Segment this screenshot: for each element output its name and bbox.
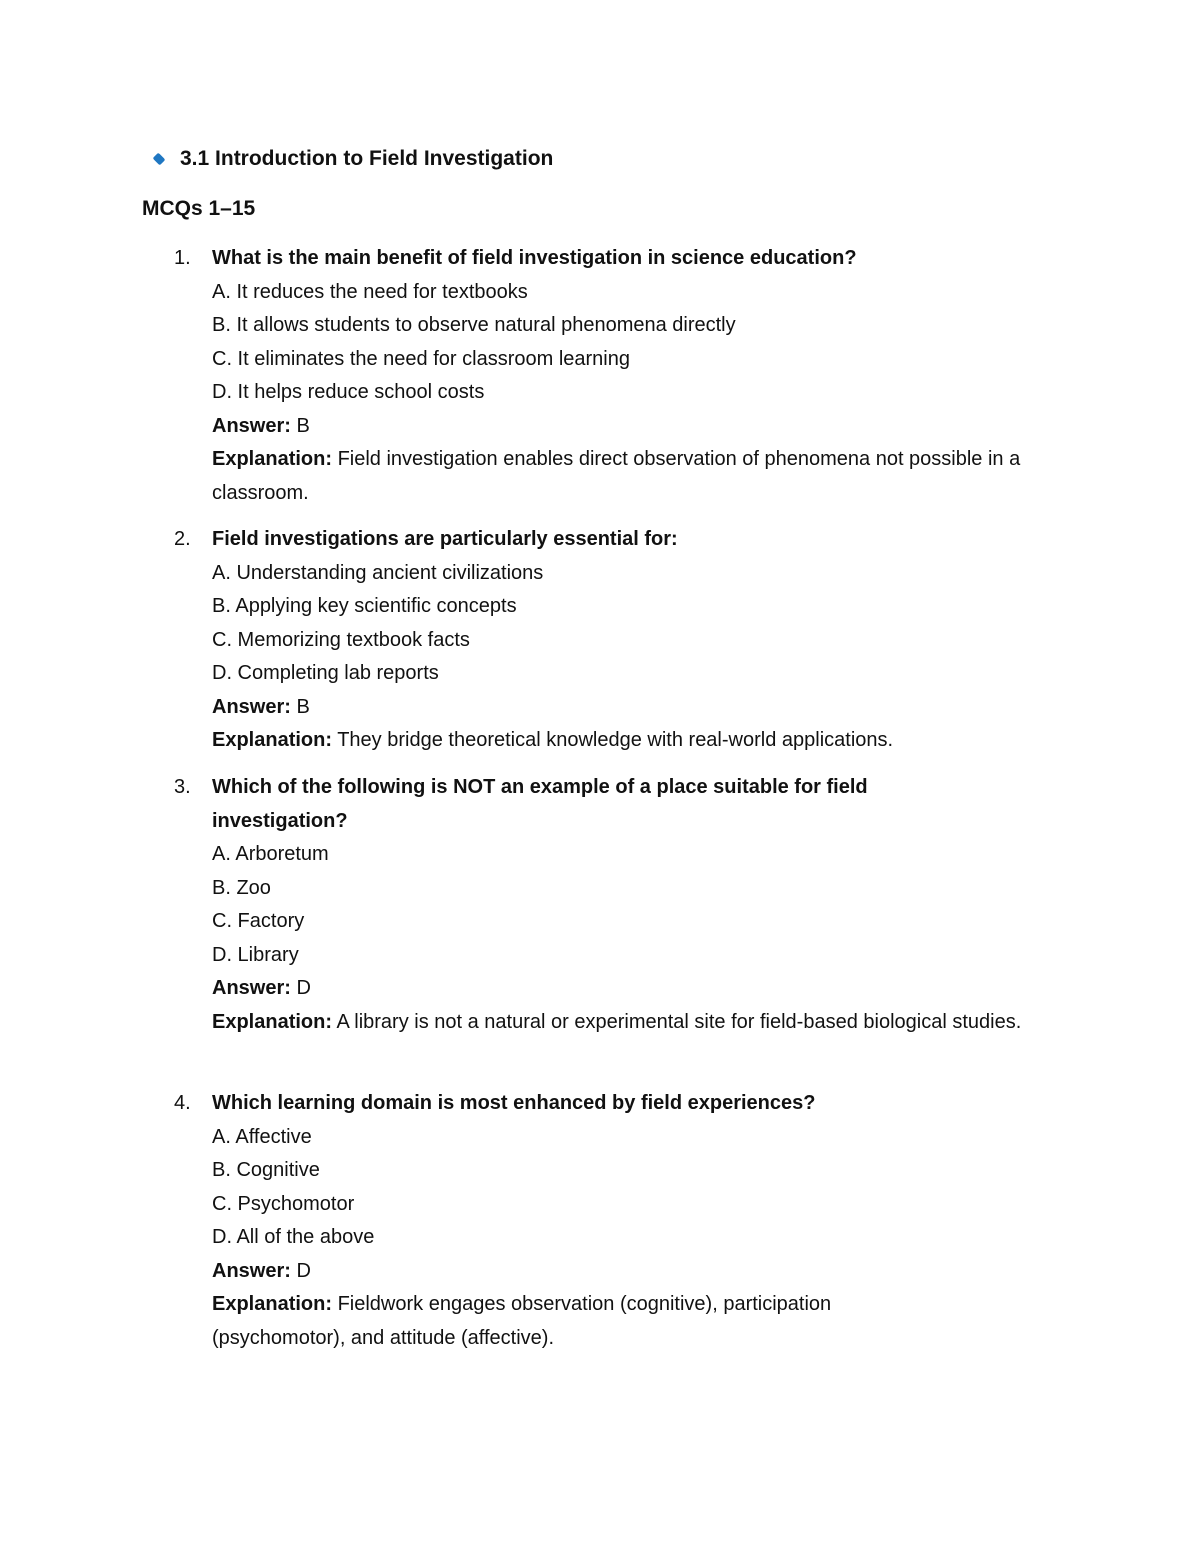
option-c: C. Psychomotor: [212, 1192, 355, 1215]
answer-line: [212, 410, 1062, 444]
option-a: A. Understanding ancient civilizations: [212, 561, 544, 584]
section-heading-text: 3.1 Introduction to Field Investigation: [180, 147, 554, 170]
question-body: [212, 523, 1062, 758]
option-b: B. Applying key scientific concepts: [212, 595, 517, 617]
question-body: [212, 242, 1062, 510]
explanation-text: A library is not a natural or experimental site for field-based biological studies.: [336, 1010, 1022, 1033]
option-c: C. It eliminates the need for classroom learning: [212, 347, 630, 370]
option-a: A. Arboretum: [212, 843, 329, 865]
option-d: D. Completing lab reports: [212, 662, 439, 684]
option-c: C. Factory: [212, 910, 305, 932]
answer-value: D: [296, 977, 311, 999]
option-a: A. Affective: [212, 1125, 312, 1148]
explanation-label: Explanation:: [212, 729, 333, 751]
diamond-bullet-icon: [153, 153, 166, 166]
explanation-text: They bridge theoretical knowledge with real-world applications.: [337, 729, 894, 751]
explanation-text: Field investigation enables direct observation of phenomena not possible in a classroom.: [212, 448, 1021, 504]
option-d: D. Library: [212, 943, 299, 966]
question-number: 3.: [174, 776, 191, 798]
option-c: C. Memorizing textbook facts: [212, 628, 470, 651]
question-text: Field investigations are particularly essential for:: [212, 528, 678, 550]
question-body: [212, 771, 1062, 1039]
option-b: B. Zoo: [212, 876, 271, 899]
explanation-line: [212, 1006, 1062, 1040]
answer-line: [212, 691, 1062, 725]
section-heading: [152, 145, 553, 173]
answer-label: Answer:: [212, 1259, 291, 1282]
explanation-label: Explanation:: [212, 1293, 333, 1315]
answer-label: Answer:: [212, 414, 291, 437]
question-body: [212, 1087, 1062, 1355]
explanation-line: [212, 724, 1062, 758]
question-number: 1.: [174, 247, 191, 269]
explanation-line: [212, 443, 1062, 510]
answer-label: Answer:: [212, 695, 291, 718]
answer-value: B: [296, 695, 310, 718]
answer-line: [212, 1255, 1062, 1289]
question-text: What is the main benefit of field investigation in science education?: [212, 247, 857, 269]
explanation-text: Fieldwork engages observation (cognitive), participation (psychomotor), and attitude (affective).: [212, 1293, 832, 1349]
option-d: D. It helps reduce school costs: [212, 381, 485, 403]
explanation-label: Explanation:: [212, 1010, 333, 1033]
answer-value: B: [296, 414, 310, 437]
question-number: 4.: [174, 1092, 191, 1114]
explanation-line: [212, 1288, 932, 1355]
question-number: 2.: [174, 528, 191, 550]
explanation-label: Explanation:: [212, 448, 333, 470]
question-text: Which of the following is NOT an example of a place suitable for field investigation?: [212, 776, 868, 832]
answer-line: [212, 972, 1062, 1006]
mcq-range-heading: MCQs 1–15: [142, 197, 256, 220]
option-d: D. All of the above: [212, 1226, 375, 1248]
option-a: A. It reduces the need for textbooks: [212, 280, 528, 303]
answer-value: D: [296, 1259, 311, 1282]
option-b: B. Cognitive: [212, 1159, 320, 1181]
option-b: B. It allows students to observe natural phenomena directly: [212, 314, 736, 336]
question-text: Which learning domain is most enhanced by field experiences?: [212, 1092, 816, 1114]
answer-label: Answer:: [212, 977, 291, 999]
